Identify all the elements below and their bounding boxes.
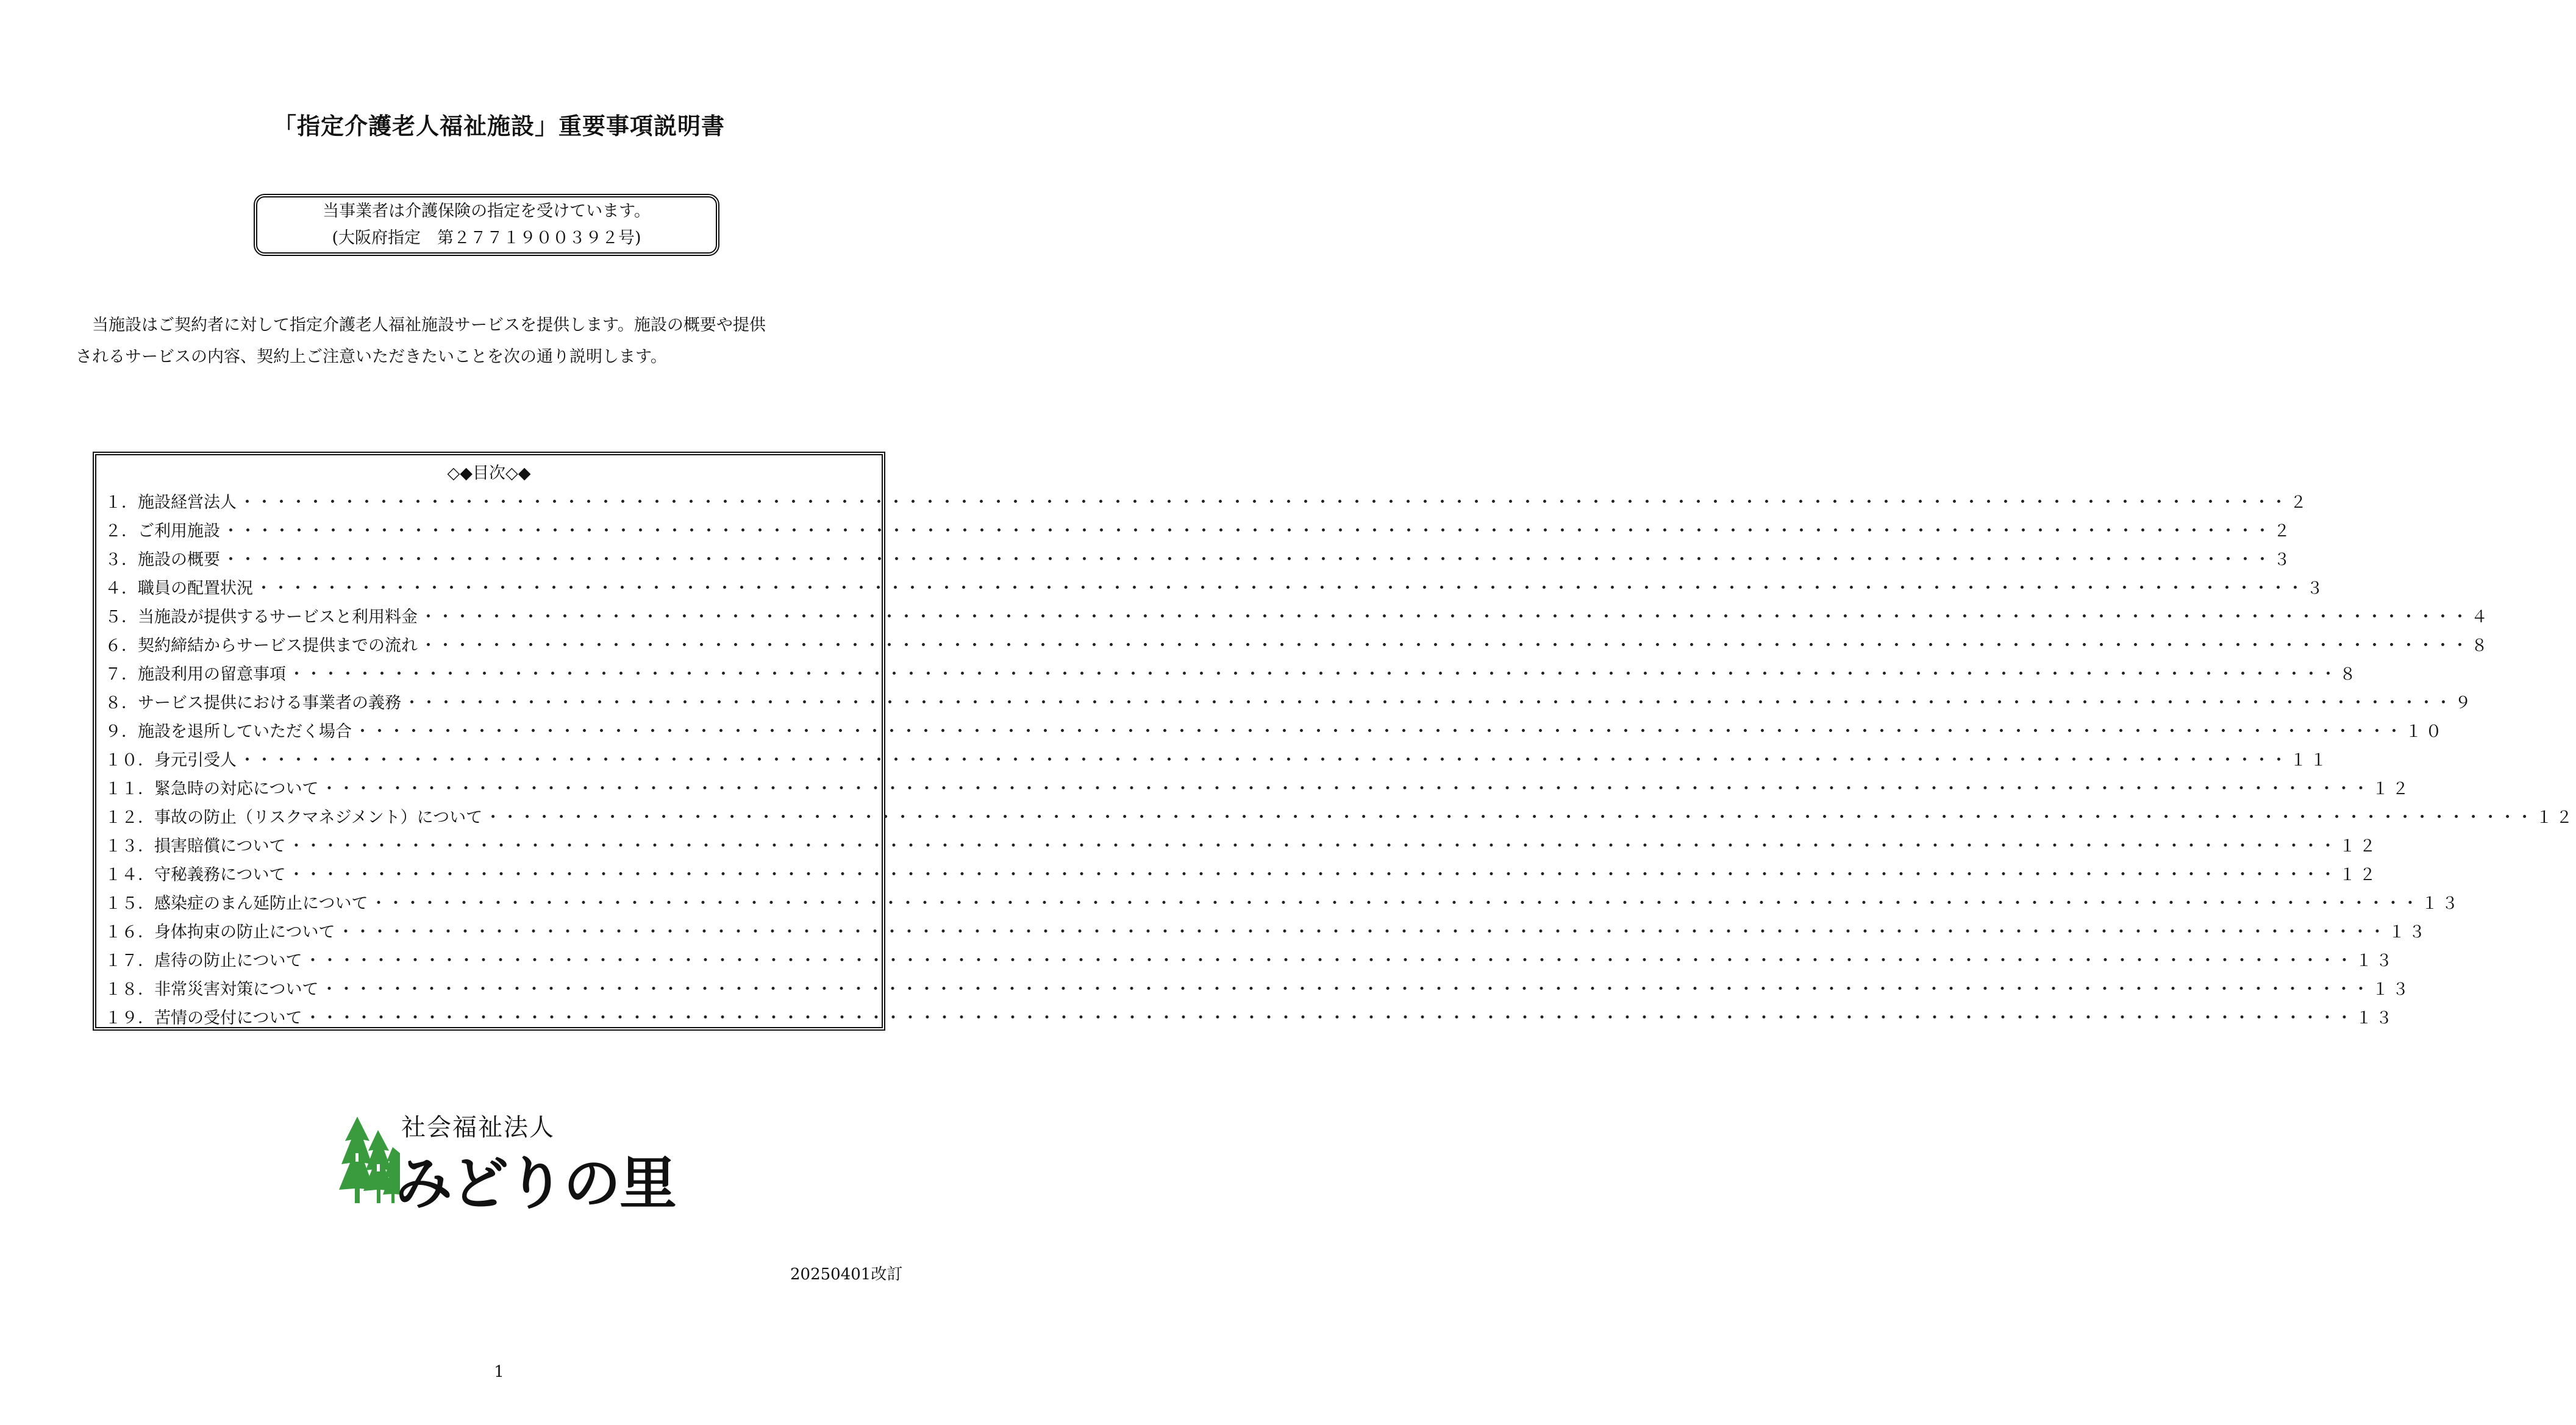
toc-item-page: １２ xyxy=(2339,865,2380,884)
toc-item xyxy=(105,861,2380,889)
toc-leader-dots: ・・・・・・・・・・・・・・・・・・・・・・・・・・・・・・・・・・・・・・・・・・・・・・・・・・・・・・・・・・・・・・・・・・・・・・・・・・・・・・・・・・・・・・・・・・・・・・・・・・・・・・・・・・・・・・・・・・・・・・・・ xyxy=(255,579,2304,598)
toc-item-page: １３ xyxy=(2355,951,2396,970)
designation-notice-box xyxy=(254,194,719,256)
toc-item xyxy=(105,517,2294,545)
toc-item-label: ６．契約締結からサービス提供までの流れ xyxy=(105,636,418,655)
toc-item-page: １１ xyxy=(2290,751,2330,770)
logo-name: みどりの里 xyxy=(395,1151,676,1217)
toc-leader-dots: ・・・・・・・・・・・・・・・・・・・・・・・・・・・・・・・・・・・・・・・・・・・・・・・・・・・・・・・・・・・・・・・・・・・・・・・・・・・・・・・・・・・・・・・・・・・・・・・・・・・・・・・・・・・・・・・・・・・・・・・・ xyxy=(321,980,2370,999)
toc-item-page: ４ xyxy=(2471,608,2491,627)
toc-item-page: １２ xyxy=(2372,780,2413,798)
toc-item-label: ２．ご利用施設 xyxy=(105,522,220,541)
toc-item-page: ２ xyxy=(2290,493,2310,512)
toc-leader-dots: ・・・・・・・・・・・・・・・・・・・・・・・・・・・・・・・・・・・・・・・・・・・・・・・・・・・・・・・・・・・・・・・・・・・・・・・・・・・・・・・・・・・・・・・・・・・・・・・・・・・・・・・・・・・・・・・・・・・・・・・・ xyxy=(420,608,2469,627)
organization-logo xyxy=(339,1108,680,1217)
toc-leader-dots: ・・・・・・・・・・・・・・・・・・・・・・・・・・・・・・・・・・・・・・・・・・・・・・・・・・・・・・・・・・・・・・・・・・・・・・・・・・・・・・・・・・・・・・・・・・・・・・・・・・・・・・・・・・・・・・・・・・・・・・・・ xyxy=(223,550,2271,569)
toc-item xyxy=(105,574,2327,603)
intro-paragraph xyxy=(76,310,868,373)
toc-item-label: ４．職員の配置状況 xyxy=(105,579,253,598)
toc-item-page: １０ xyxy=(2405,722,2446,741)
toc-leader-dots: ・・・・・・・・・・・・・・・・・・・・・・・・・・・・・・・・・・・・・・・・・・・・・・・・・・・・・・・・・・・・・・・・・・・・・・・・・・・・・・・・・・・・・・・・・・・・・・・・・・・・・・・・・・・・・・・・・・・・・・・・ xyxy=(420,636,2469,655)
toc-leader-dots: ・・・・・・・・・・・・・・・・・・・・・・・・・・・・・・・・・・・・・・・・・・・・・・・・・・・・・・・・・・・・・・・・・・・・・・・・・・・・・・・・・・・・・・・・・・・・・・・・・・・・・・・・・・・・・・・・・・・・・・・・ xyxy=(304,951,2353,970)
toc-item-label: ５．当施設が提供するサービスと利用料金 xyxy=(105,608,418,627)
toc-leader-dots: ・・・・・・・・・・・・・・・・・・・・・・・・・・・・・・・・・・・・・・・・・・・・・・・・・・・・・・・・・・・・・・・・・・・・・・・・・・・・・・・・・・・・・・・・・・・・・・・・・・・・・・・・・・・・・・・・・・・・・・・・ xyxy=(485,808,2534,827)
intro-line1: 当施設はご契約者に対して指定介護老人福祉施設サービスを提供します。施設の概要や提供 xyxy=(92,316,766,335)
designation-notice-line1: 当事業者は介護保険の指定を受けています。 xyxy=(323,202,651,221)
toc-leader-dots: ・・・・・・・・・・・・・・・・・・・・・・・・・・・・・・・・・・・・・・・・・・・・・・・・・・・・・・・・・・・・・・・・・・・・・・・・・・・・・・・・・・・・・・・・・・・・・・・・・・・・・・・・・・・・・・・・・・・・・・・・ xyxy=(321,780,2370,798)
toc-heading: ◇◆目次◇◆ xyxy=(447,464,531,483)
document-title: 「指定介護老人福祉施設」重要事項説明書 xyxy=(273,113,725,140)
toc-item-label: １０．身元引受人 xyxy=(105,751,237,770)
page-number: 1 xyxy=(494,1363,504,1381)
toc-item xyxy=(105,488,2310,517)
toc-item-page: ８ xyxy=(2471,636,2491,655)
toc-item-label: １７．虐待の防止について xyxy=(105,951,302,970)
toc-leader-dots: ・・・・・・・・・・・・・・・・・・・・・・・・・・・・・・・・・・・・・・・・・・・・・・・・・・・・・・・・・・・・・・・・・・・・・・・・・・・・・・・・・・・・・・・・・・・・・・・・・・・・・・・・・・・・・・・・・・・・・・・・ xyxy=(404,694,2452,712)
toc-leader-dots: ・・・・・・・・・・・・・・・・・・・・・・・・・・・・・・・・・・・・・・・・・・・・・・・・・・・・・・・・・・・・・・・・・・・・・・・・・・・・・・・・・・・・・・・・・・・・・・・・・・・・・・・・・・・・・・・・・・・・・・・・ xyxy=(288,837,2337,856)
toc-item-page: １３ xyxy=(2421,894,2462,913)
toc-item xyxy=(105,689,2475,717)
pine-trees-icon xyxy=(339,1117,400,1203)
toc-item-page: １２ xyxy=(2536,808,2576,827)
toc-item xyxy=(105,545,2294,574)
toc-leader-dots: ・・・・・・・・・・・・・・・・・・・・・・・・・・・・・・・・・・・・・・・・・・・・・・・・・・・・・・・・・・・・・・・・・・・・・・・・・・・・・・・・・・・・・・・・・・・・・・・・・・・・・・・・・・・・・・・・・・・・・・・・ xyxy=(370,894,2419,913)
designation-notice-line2: (大阪府指定 第２７７１９００３９２号) xyxy=(332,229,641,247)
toc-item xyxy=(105,975,2413,1004)
toc-item-label: ８．サービス提供における事業者の義務 xyxy=(105,694,401,712)
toc-item xyxy=(105,803,2576,832)
toc-item-label: １９．苦情の受付について xyxy=(105,1009,302,1028)
toc-leader-dots: ・・・・・・・・・・・・・・・・・・・・・・・・・・・・・・・・・・・・・・・・・・・・・・・・・・・・・・・・・・・・・・・・・・・・・・・・・・・・・・・・・・・・・・・・・・・・・・・・・・・・・・・・・・・・・・・・・・・・・・・・ xyxy=(288,665,2337,684)
toc-item-label: １５．感染症のまん延防止について xyxy=(105,894,368,913)
intro-line2: されるサービスの内容、契約上ご注意いただきたいことを次の通り説明します。 xyxy=(76,347,667,366)
toc-item-label: １３．損害賠償について xyxy=(105,837,286,856)
toc-item xyxy=(105,889,2462,918)
toc-item-page: １３ xyxy=(2388,923,2429,942)
toc-item xyxy=(105,832,2380,861)
toc-item xyxy=(105,947,2396,975)
toc-item xyxy=(105,660,2360,689)
toc-leader-dots: ・・・・・・・・・・・・・・・・・・・・・・・・・・・・・・・・・・・・・・・・・・・・・・・・・・・・・・・・・・・・・・・・・・・・・・・・・・・・・・・・・・・・・・・・・・・・・・・・・・・・・・・・・・・・・・・・・・・・・・・・ xyxy=(354,722,2403,741)
revision-date: 20250401改訂 xyxy=(790,1265,903,1284)
logo-subtitle: 社会福祉法人 xyxy=(401,1114,555,1142)
toc-item xyxy=(105,603,2491,631)
toc-leader-dots: ・・・・・・・・・・・・・・・・・・・・・・・・・・・・・・・・・・・・・・・・・・・・・・・・・・・・・・・・・・・・・・・・・・・・・・・・・・・・・・・・・・・・・・・・・・・・・・・・・・・・・・・・・・・・・・・・・・・・・・・・ xyxy=(304,1009,2353,1028)
toc-item xyxy=(105,631,2491,660)
toc-item-page: ３ xyxy=(2307,579,2327,598)
toc-item xyxy=(105,918,2429,947)
toc-item-page: ３ xyxy=(2274,550,2294,569)
toc-item-page: ２ xyxy=(2274,522,2294,541)
toc-item xyxy=(105,1004,2396,1032)
toc-leader-dots: ・・・・・・・・・・・・・・・・・・・・・・・・・・・・・・・・・・・・・・・・・・・・・・・・・・・・・・・・・・・・・・・・・・・・・・・・・・・・・・・・・・・・・・・・・・・・・・・・・・・・・・・・・・・・・・・・・・・・・・・・ xyxy=(223,522,2271,541)
toc-item xyxy=(105,775,2413,803)
toc-item-label: ３．施設の概要 xyxy=(105,550,220,569)
toc-item-label: １８．非常災害対策について xyxy=(105,980,319,999)
toc-item-label: １１．緊急時の対応について xyxy=(105,780,319,798)
table-of-contents xyxy=(93,452,2576,1031)
toc-item xyxy=(105,746,2330,775)
toc-item-page: １３ xyxy=(2372,980,2413,999)
toc-item-label: １６．身体拘束の防止について xyxy=(105,923,335,942)
toc-item-label: １２．事故の防止（リスクマネジメント）について xyxy=(105,808,483,827)
toc-item-label: ７．施設利用の留意事項 xyxy=(105,665,286,684)
toc-item xyxy=(105,717,2446,746)
toc-item-label: １．施設経営法人 xyxy=(105,493,237,512)
toc-leader-dots: ・・・・・・・・・・・・・・・・・・・・・・・・・・・・・・・・・・・・・・・・・・・・・・・・・・・・・・・・・・・・・・・・・・・・・・・・・・・・・・・・・・・・・・・・・・・・・・・・・・・・・・・・・・・・・・・・・・・・・・・・ xyxy=(288,865,2337,884)
toc-item-page: ８ xyxy=(2339,665,2360,684)
toc-item-label: １４．守秘義務について xyxy=(105,865,286,884)
toc-item-page: １３ xyxy=(2355,1009,2396,1028)
toc-item-label: ９．施設を退所していただく場合 xyxy=(105,722,352,741)
toc-leader-dots: ・・・・・・・・・・・・・・・・・・・・・・・・・・・・・・・・・・・・・・・・・・・・・・・・・・・・・・・・・・・・・・・・・・・・・・・・・・・・・・・・・・・・・・・・・・・・・・・・・・・・・・・・・・・・・・・・・・・・・・・・ xyxy=(337,923,2386,942)
toc-list xyxy=(105,488,2576,1032)
toc-leader-dots: ・・・・・・・・・・・・・・・・・・・・・・・・・・・・・・・・・・・・・・・・・・・・・・・・・・・・・・・・・・・・・・・・・・・・・・・・・・・・・・・・・・・・・・・・・・・・・・・・・・・・・・・・・・・・・・・・・・・・・・・・ xyxy=(239,493,2288,512)
toc-item-page: ９ xyxy=(2455,694,2475,712)
toc-item-page: １２ xyxy=(2339,837,2380,856)
toc-leader-dots: ・・・・・・・・・・・・・・・・・・・・・・・・・・・・・・・・・・・・・・・・・・・・・・・・・・・・・・・・・・・・・・・・・・・・・・・・・・・・・・・・・・・・・・・・・・・・・・・・・・・・・・・・・・・・・・・・・・・・・・・・ xyxy=(239,751,2288,770)
